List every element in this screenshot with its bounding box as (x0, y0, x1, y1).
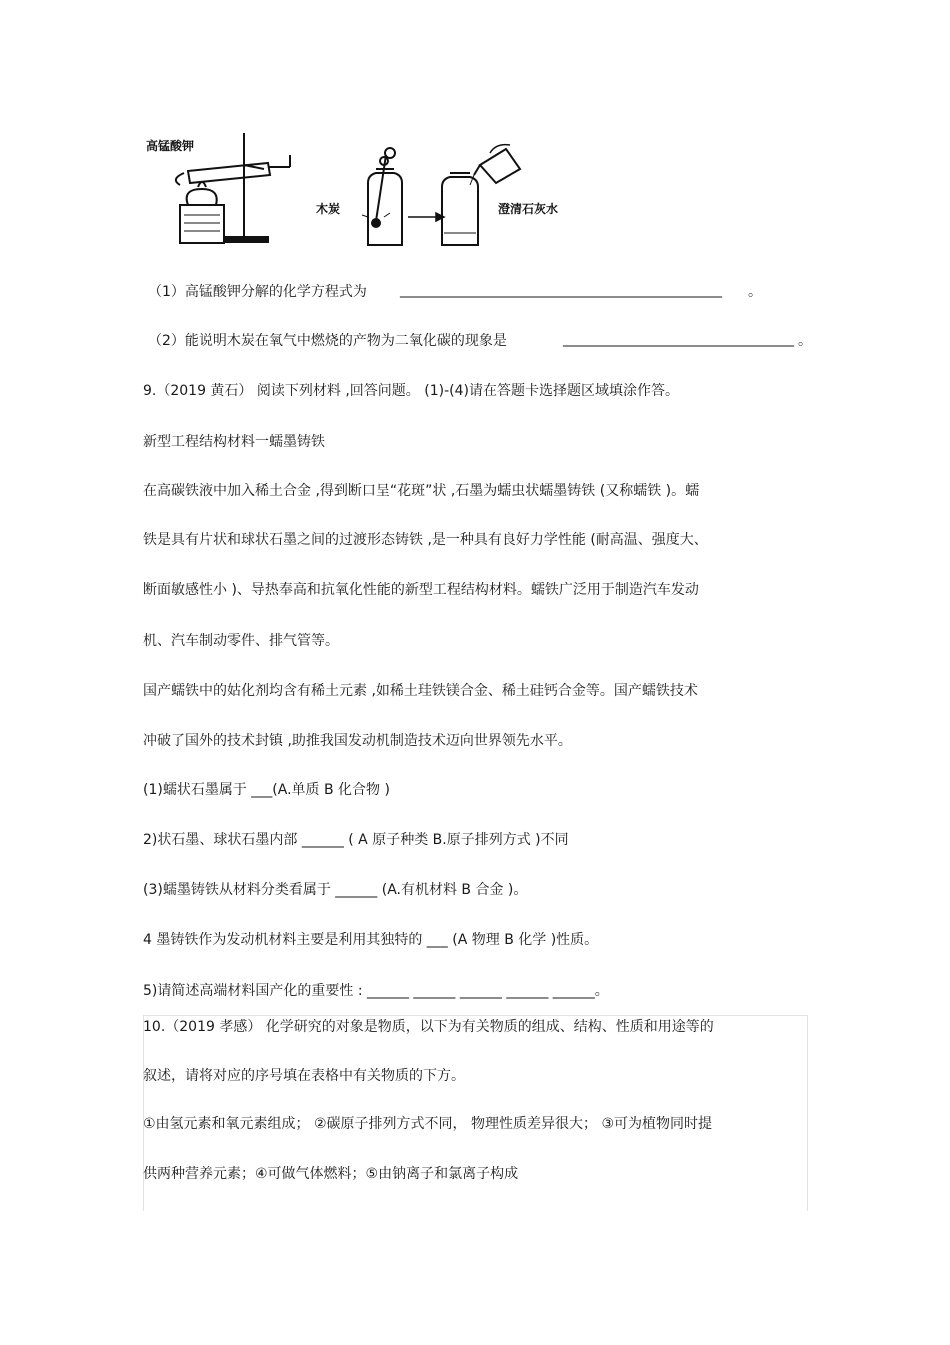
q8-part1-end: 。 (748, 284, 762, 300)
charcoal-combustion-bottle (362, 148, 402, 245)
q9-question-1: (1)蠕状石墨属于 ___(A.单质 B 化合物 ) (143, 782, 390, 798)
label-charcoal: 木炭 (316, 202, 341, 216)
q8-part2: （2）能说明木炭在氧气中燃烧的产物为二氧化碳的现象是 (148, 333, 507, 349)
q8-part1-blank: ______________________________________________ (400, 282, 722, 298)
q9-question-4: 4 墨铸铁作为发动机材料主要是利用其独特的 ___ (A 物理 B 化学 )性质。 (143, 932, 599, 948)
q9-para1-line4: 机、汽车制动零件、排气管等。 (143, 633, 339, 649)
q9-para1-line3: 断面敏感性小 )、导热奉高和抗氧化性能的新型工程结构材料。蠕铁广泛用于制造汽车发动 (143, 582, 699, 598)
q8-part2-end: 。 (798, 333, 812, 349)
q10-line1: 10.（2019 孝感） 化学研究的对象是物质，以下为有关物质的组成、结构、性质和用途等的 (143, 1019, 714, 1035)
q9-para1-line1: 在高碳铁液中加入稀土合金 ,得到断口呈“花斑”状 ,石墨为蠕虫状蠕墨铸铁 (又称蠕铁 )。蠕 (143, 483, 700, 499)
apparatus-figure (140, 125, 580, 255)
q10-line3: ①由氢元素和氧元素组成； ②碳原子排列方式不同， 物理性质差异很大； ③可为植物同时提 (143, 1116, 713, 1132)
arrow-icon (408, 213, 444, 221)
q8-part2-blank: _________________________________ (563, 331, 794, 347)
label-limewater: 澄清石灰水 (498, 202, 559, 216)
q9-question-5: 5)请简述高端材料国产化的重要性 : ______ ______ ______ ______ ______。 (143, 983, 609, 999)
q10-line2: 叙述，请将对应的序号填在表格中有关物质的下方。 (143, 1068, 465, 1084)
q9-para1-line2: 铁是具有片状和球状石墨之间的过渡形态铸铁 ,是一种具有良好力学性能 (耐高温、强度大、 (143, 532, 708, 548)
q9-para2-line1: 国产蠕铁中的姑化剂均含有稀土元素 ,如稀土珪铁镁合金、稀土硅钙合金等。国产蠕铁技术 (143, 683, 698, 699)
limewater-bottle (442, 145, 520, 245)
q10-line4: 供两种营养元素；④可做气体燃料；⑤由钠离子和氯离子构成 (143, 1166, 519, 1182)
label-kmno4: 高锰酸钾 (146, 139, 195, 153)
q9-heading: 9.（2019 黄石） 阅读下列材料 ,回答问题。 (1)-(4)请在答题卡选择题区域填涂作答。 (143, 383, 679, 399)
q9-question-3: (3)蠕墨铸铁从材料分类看属于 ______ (A.有机材料 B 合金 )。 (143, 882, 528, 898)
q9-para2-line2: 冲破了国外的技术封镇 ,助推我国发动机制造技术迈向世界领先水平。 (143, 733, 572, 749)
q9-question-2: 2)状石墨、球状石墨内部 ______ ( A 原子种类 B.原子排列方式 )不同 (143, 832, 569, 848)
q9-title: 新型工程结构材料一蠕墨铸铁 (143, 434, 325, 450)
q8-part1: （1）高锰酸钾分解的化学方程式为 (148, 284, 367, 300)
